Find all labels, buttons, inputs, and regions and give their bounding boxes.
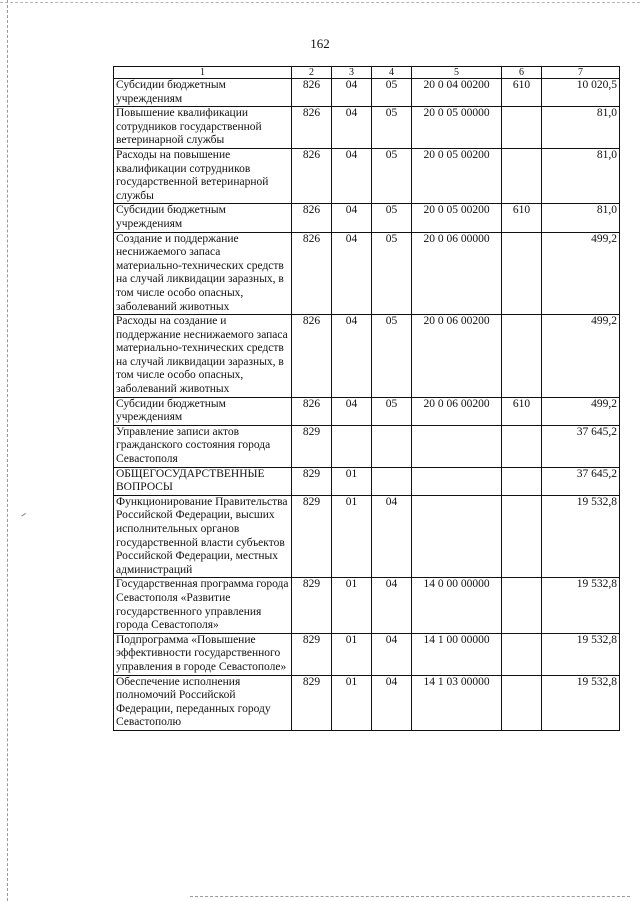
table-row: [114, 633, 620, 675]
row-code-cell: 829: [292, 495, 332, 578]
table-row: [114, 578, 620, 633]
row-name-cell: Субсидии бюджетным учреждениям: [114, 79, 292, 107]
row-section-cell: 04: [332, 107, 372, 149]
row-subsection-cell: 05: [372, 315, 412, 398]
row-name-cell: Расходы на создание и поддержание неснижаемого запаса материально-технических средств на случай ликвидации заразных, в том числе особо опасных, заболеваний животных: [114, 315, 292, 398]
row-code-cell: 826: [292, 397, 332, 425]
table-row: [114, 315, 620, 398]
row-section-cell: 01: [332, 467, 372, 495]
table-row: [114, 79, 620, 107]
table-row: [114, 675, 620, 730]
table-row: [114, 495, 620, 578]
row-type-cell: [502, 467, 542, 495]
row-name-cell: Создание и поддержание неснижаемого запаса материально-технических средств на случай ликвидации заразных, в том числе особо опасных, заболеваний животных: [114, 232, 292, 315]
row-type-cell: 610: [502, 397, 542, 425]
table-row: [114, 232, 620, 315]
row-subsection-cell: 04: [372, 675, 412, 730]
row-subsection-cell: 04: [372, 578, 412, 633]
row-code-cell: 829: [292, 675, 332, 730]
table-row: [114, 148, 620, 203]
table-row: [114, 425, 620, 467]
row-section-cell: 04: [332, 397, 372, 425]
row-target-cell: 20 0 06 00200: [412, 397, 502, 425]
column-header: 3: [332, 67, 372, 79]
row-code-cell: 829: [292, 633, 332, 675]
row-name-cell: Субсидии бюджетным учреждениям: [114, 204, 292, 232]
row-target-cell: [412, 495, 502, 578]
scan-speck: [21, 513, 27, 519]
row-amount-cell: 19 532,8: [542, 495, 620, 578]
row-target-cell: [412, 425, 502, 467]
row-section-cell: 01: [332, 578, 372, 633]
column-header: 1: [114, 67, 292, 79]
row-amount-cell: 19 532,8: [542, 578, 620, 633]
row-amount-cell: 499,2: [542, 397, 620, 425]
row-target-cell: 14 0 00 00000: [412, 578, 502, 633]
row-code-cell: 829: [292, 578, 332, 633]
row-section-cell: 01: [332, 633, 372, 675]
column-header: 4: [372, 67, 412, 79]
row-target-cell: 14 1 00 00000: [412, 633, 502, 675]
scan-edge-top: [0, 2, 640, 3]
page-number: 162: [310, 36, 330, 51]
row-amount-cell: 19 532,8: [542, 675, 620, 730]
row-amount-cell: 499,2: [542, 315, 620, 398]
row-target-cell: 20 0 06 00000: [412, 232, 502, 315]
row-code-cell: 826: [292, 79, 332, 107]
row-amount-cell: 10 020,5: [542, 79, 620, 107]
row-name-cell: Обеспечение исполнения полномочий Российской Федерации, переданных городу Севастополю: [114, 675, 292, 730]
row-type-cell: [502, 107, 542, 149]
row-type-cell: 610: [502, 204, 542, 232]
row-target-cell: 20 0 06 00200: [412, 315, 502, 398]
row-code-cell: 826: [292, 315, 332, 398]
row-code-cell: 829: [292, 425, 332, 467]
table-body: [114, 79, 620, 731]
table-row: [114, 467, 620, 495]
row-subsection-cell: 05: [372, 79, 412, 107]
row-type-cell: 610: [502, 79, 542, 107]
row-subsection-cell: 04: [372, 495, 412, 578]
row-section-cell: 04: [332, 79, 372, 107]
header-row: [114, 67, 620, 79]
row-type-cell: [502, 675, 542, 730]
row-type-cell: [502, 315, 542, 398]
row-amount-cell: 19 532,8: [542, 633, 620, 675]
budget-table: [113, 66, 620, 731]
row-name-cell: Функционирование Правительства Российской Федерации, высших исполнительных органов государственной власти субъектов Российской Федерации, местных администраций: [114, 495, 292, 578]
row-section-cell: 01: [332, 675, 372, 730]
row-amount-cell: 81,0: [542, 204, 620, 232]
row-amount-cell: 499,2: [542, 232, 620, 315]
row-subsection-cell: 05: [372, 148, 412, 203]
row-name-cell: Субсидии бюджетным учреждениям: [114, 397, 292, 425]
column-header: 7: [542, 67, 620, 79]
row-target-cell: 20 0 05 00200: [412, 204, 502, 232]
row-type-cell: [502, 232, 542, 315]
row-name-cell: Повышение квалификации сотрудников государственной ветеринарной службы: [114, 107, 292, 149]
row-amount-cell: 37 645,2: [542, 467, 620, 495]
scan-edge-left: [7, 0, 9, 901]
row-subsection-cell: 04: [372, 633, 412, 675]
row-amount-cell: 37 645,2: [542, 425, 620, 467]
table-row: [114, 397, 620, 425]
row-subsection-cell: 05: [372, 397, 412, 425]
row-name-cell: ОБЩЕГОСУДАРСТВЕННЫЕ ВОПРОСЫ: [114, 467, 292, 495]
row-subsection-cell: [372, 425, 412, 467]
row-name-cell: Управление записи актов гражданского состояния города Севастополя: [114, 425, 292, 467]
row-subsection-cell: 05: [372, 204, 412, 232]
table-row: [114, 107, 620, 149]
column-header: 6: [502, 67, 542, 79]
scan-edge-bottom: [190, 896, 630, 897]
row-subsection-cell: [372, 467, 412, 495]
row-section-cell: 04: [332, 204, 372, 232]
row-type-cell: [502, 425, 542, 467]
row-target-cell: [412, 467, 502, 495]
row-code-cell: 826: [292, 107, 332, 149]
row-name-cell: Подпрограмма «Повышение эффективности государственного управления в городе Севастополе»: [114, 633, 292, 675]
row-type-cell: [502, 148, 542, 203]
table-row: [114, 204, 620, 232]
row-type-cell: [502, 633, 542, 675]
row-code-cell: 826: [292, 204, 332, 232]
row-target-cell: 20 0 04 00200: [412, 79, 502, 107]
row-section-cell: 01: [332, 495, 372, 578]
row-amount-cell: 81,0: [542, 107, 620, 149]
row-target-cell: 14 1 03 00000: [412, 675, 502, 730]
row-code-cell: 826: [292, 232, 332, 315]
row-code-cell: 826: [292, 148, 332, 203]
column-header: 5: [412, 67, 502, 79]
row-name-cell: Государственная программа города Севастополя «Развитие государственного управления города Севастополя»: [114, 578, 292, 633]
row-amount-cell: 81,0: [542, 148, 620, 203]
row-target-cell: 20 0 05 00200: [412, 148, 502, 203]
row-section-cell: 04: [332, 232, 372, 315]
row-subsection-cell: 05: [372, 107, 412, 149]
row-code-cell: 829: [292, 467, 332, 495]
row-target-cell: 20 0 05 00000: [412, 107, 502, 149]
row-section-cell: 04: [332, 315, 372, 398]
row-section-cell: [332, 425, 372, 467]
row-section-cell: 04: [332, 148, 372, 203]
row-subsection-cell: 05: [372, 232, 412, 315]
row-type-cell: [502, 495, 542, 578]
row-type-cell: [502, 578, 542, 633]
row-name-cell: Расходы на повышение квалификации сотрудников государственной ветеринарной службы: [114, 148, 292, 203]
column-header: 2: [292, 67, 332, 79]
